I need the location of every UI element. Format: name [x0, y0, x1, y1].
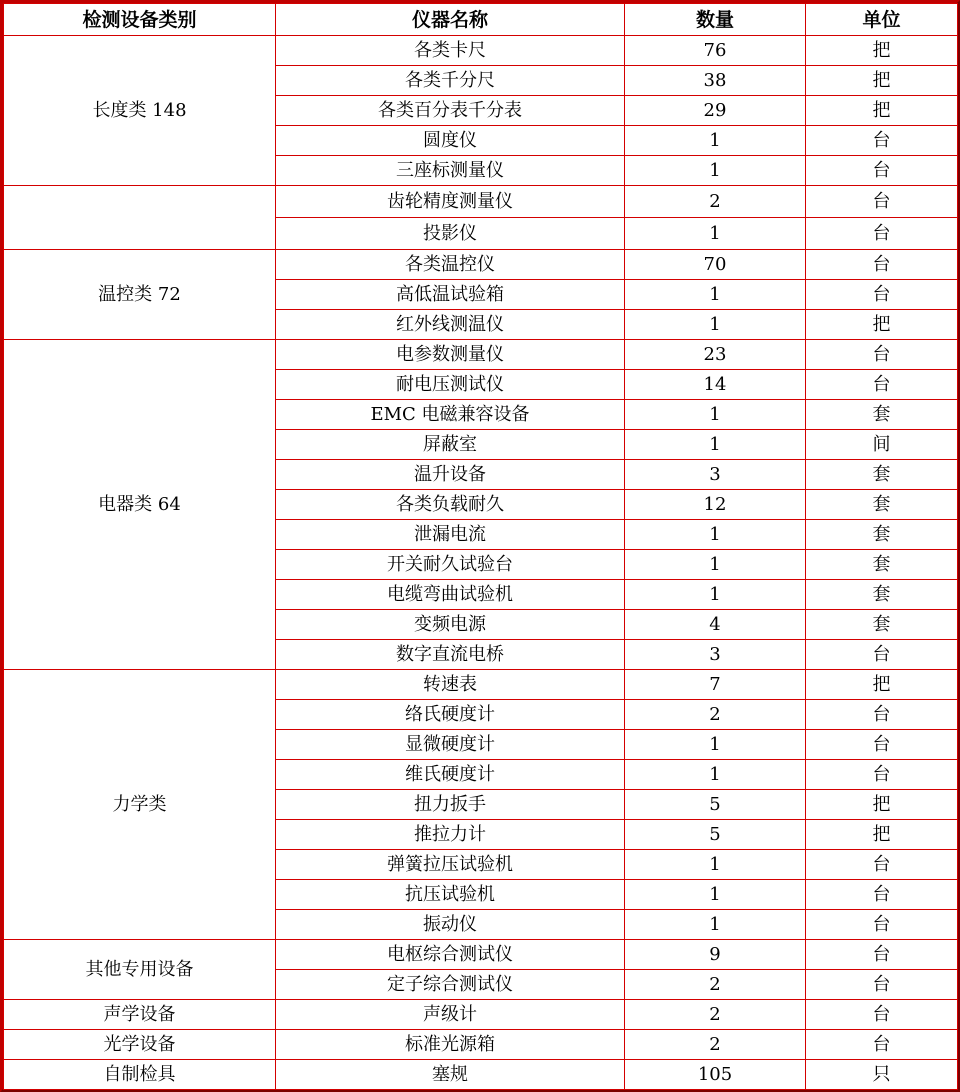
instrument-name-cell: 塞规	[276, 1060, 625, 1090]
unit-cell: 把	[806, 66, 958, 96]
category-cell: 自制检具	[4, 1060, 276, 1090]
instrument-name-cell: 高低温试验箱	[276, 280, 625, 310]
quantity-cell: 1	[625, 310, 806, 340]
table-row	[4, 1060, 958, 1090]
unit-cell: 台	[806, 126, 958, 156]
unit-cell: 台	[806, 1000, 958, 1030]
table-row	[4, 36, 958, 66]
table-row	[4, 1000, 958, 1030]
quantity-cell: 23	[625, 340, 806, 370]
quantity-cell: 12	[625, 490, 806, 520]
quantity-cell: 38	[625, 66, 806, 96]
header-quantity: 数量	[625, 4, 806, 36]
quantity-cell: 105	[625, 1060, 806, 1090]
unit-cell: 套	[806, 580, 958, 610]
instrument-name-cell: 各类千分尺	[276, 66, 625, 96]
header-instrument-name: 仪器名称	[276, 4, 625, 36]
quantity-cell: 5	[625, 820, 806, 850]
unit-cell: 台	[806, 730, 958, 760]
instrument-name-cell: 耐电压测试仪	[276, 370, 625, 400]
quantity-cell: 3	[625, 640, 806, 670]
unit-cell: 把	[806, 36, 958, 66]
table-row	[4, 340, 958, 370]
unit-cell: 台	[806, 850, 958, 880]
unit-cell: 套	[806, 460, 958, 490]
quantity-cell: 1	[625, 218, 806, 250]
instrument-name-cell: 显微硬度计	[276, 730, 625, 760]
quantity-cell: 7	[625, 670, 806, 700]
quantity-cell: 1	[625, 126, 806, 156]
unit-cell: 台	[806, 970, 958, 1000]
quantity-cell: 2	[625, 970, 806, 1000]
instrument-name-cell: 扭力扳手	[276, 790, 625, 820]
quantity-cell: 1	[625, 280, 806, 310]
unit-cell: 台	[806, 186, 958, 218]
instrument-name-cell: 弹簧拉压试验机	[276, 850, 625, 880]
unit-cell: 套	[806, 550, 958, 580]
quantity-cell: 5	[625, 790, 806, 820]
table-row	[4, 1030, 958, 1060]
instrument-name-cell: 数字直流电桥	[276, 640, 625, 670]
quantity-cell: 14	[625, 370, 806, 400]
unit-cell: 把	[806, 310, 958, 340]
category-cell: 光学设备	[4, 1030, 276, 1060]
header-unit: 单位	[806, 4, 958, 36]
unit-cell: 套	[806, 520, 958, 550]
unit-cell: 套	[806, 490, 958, 520]
instrument-name-cell: 标准光源箱	[276, 1030, 625, 1060]
category-cell	[4, 186, 276, 250]
instrument-name-cell: 电缆弯曲试验机	[276, 580, 625, 610]
table-row	[4, 186, 958, 218]
category-cell: 其他专用设备	[4, 940, 276, 1000]
instrument-name-cell: 圆度仪	[276, 126, 625, 156]
category-cell: 力学类	[4, 670, 276, 940]
instrument-name-cell: 三座标测量仪	[276, 156, 625, 186]
unit-cell: 台	[806, 1030, 958, 1060]
unit-cell: 把	[806, 820, 958, 850]
unit-cell: 只	[806, 1060, 958, 1090]
unit-cell: 把	[806, 96, 958, 126]
table-row	[4, 670, 958, 700]
category-cell: 长度类 148	[4, 36, 276, 186]
unit-cell: 把	[806, 790, 958, 820]
instrument-name-cell: 各类温控仪	[276, 250, 625, 280]
quantity-cell: 1	[625, 880, 806, 910]
quantity-cell: 1	[625, 580, 806, 610]
category-cell: 电器类 64	[4, 340, 276, 670]
unit-cell: 台	[806, 370, 958, 400]
unit-cell: 台	[806, 156, 958, 186]
instrument-name-cell: 声级计	[276, 1000, 625, 1030]
quantity-cell: 1	[625, 430, 806, 460]
category-cell: 声学设备	[4, 1000, 276, 1030]
unit-cell: 套	[806, 400, 958, 430]
instrument-name-cell: 维氏硬度计	[276, 760, 625, 790]
unit-cell: 台	[806, 940, 958, 970]
quantity-cell: 1	[625, 910, 806, 940]
instrument-name-cell: EMC 电磁兼容设备	[276, 400, 625, 430]
unit-cell: 台	[806, 760, 958, 790]
unit-cell: 把	[806, 670, 958, 700]
instrument-name-cell: 变频电源	[276, 610, 625, 640]
table-row	[4, 940, 958, 970]
quantity-cell: 2	[625, 1030, 806, 1060]
quantity-cell: 2	[625, 186, 806, 218]
instrument-name-cell: 齿轮精度测量仪	[276, 186, 625, 218]
unit-cell: 台	[806, 218, 958, 250]
table-body	[4, 36, 958, 1090]
instrument-name-cell: 投影仪	[276, 218, 625, 250]
instrument-name-cell: 温升设备	[276, 460, 625, 490]
instrument-name-cell: 电参数测量仪	[276, 340, 625, 370]
instrument-name-cell: 各类百分表千分表	[276, 96, 625, 126]
quantity-cell: 76	[625, 36, 806, 66]
quantity-cell: 9	[625, 940, 806, 970]
unit-cell: 台	[806, 280, 958, 310]
header-category: 检测设备类别	[4, 4, 276, 36]
unit-cell: 台	[806, 640, 958, 670]
quantity-cell: 2	[625, 1000, 806, 1030]
header-row	[4, 4, 958, 36]
unit-cell: 台	[806, 700, 958, 730]
table-row	[4, 250, 958, 280]
instrument-name-cell: 络氏硬度计	[276, 700, 625, 730]
category-cell: 温控类 72	[4, 250, 276, 340]
unit-cell: 间	[806, 430, 958, 460]
quantity-cell: 3	[625, 460, 806, 490]
unit-cell: 台	[806, 250, 958, 280]
quantity-cell: 1	[625, 550, 806, 580]
quantity-cell: 1	[625, 760, 806, 790]
unit-cell: 台	[806, 340, 958, 370]
unit-cell: 套	[806, 610, 958, 640]
instrument-name-cell: 各类负载耐久	[276, 490, 625, 520]
instrument-name-cell: 屏蔽室	[276, 430, 625, 460]
quantity-cell: 1	[625, 156, 806, 186]
quantity-cell: 1	[625, 730, 806, 760]
quantity-cell: 70	[625, 250, 806, 280]
instrument-name-cell: 振动仪	[276, 910, 625, 940]
instrument-name-cell: 开关耐久试验台	[276, 550, 625, 580]
instrument-name-cell: 红外线测温仪	[276, 310, 625, 340]
equipment-table	[3, 3, 958, 1090]
instrument-name-cell: 各类卡尺	[276, 36, 625, 66]
quantity-cell: 1	[625, 850, 806, 880]
quantity-cell: 29	[625, 96, 806, 126]
instrument-name-cell: 定子综合测试仪	[276, 970, 625, 1000]
quantity-cell: 1	[625, 520, 806, 550]
instrument-name-cell: 电枢综合测试仪	[276, 940, 625, 970]
quantity-cell: 1	[625, 400, 806, 430]
quantity-cell: 2	[625, 700, 806, 730]
instrument-name-cell: 泄漏电流	[276, 520, 625, 550]
quantity-cell: 4	[625, 610, 806, 640]
instrument-name-cell: 抗压试验机	[276, 880, 625, 910]
unit-cell: 台	[806, 910, 958, 940]
instrument-name-cell: 推拉力计	[276, 820, 625, 850]
unit-cell: 台	[806, 880, 958, 910]
instrument-name-cell: 转速表	[276, 670, 625, 700]
